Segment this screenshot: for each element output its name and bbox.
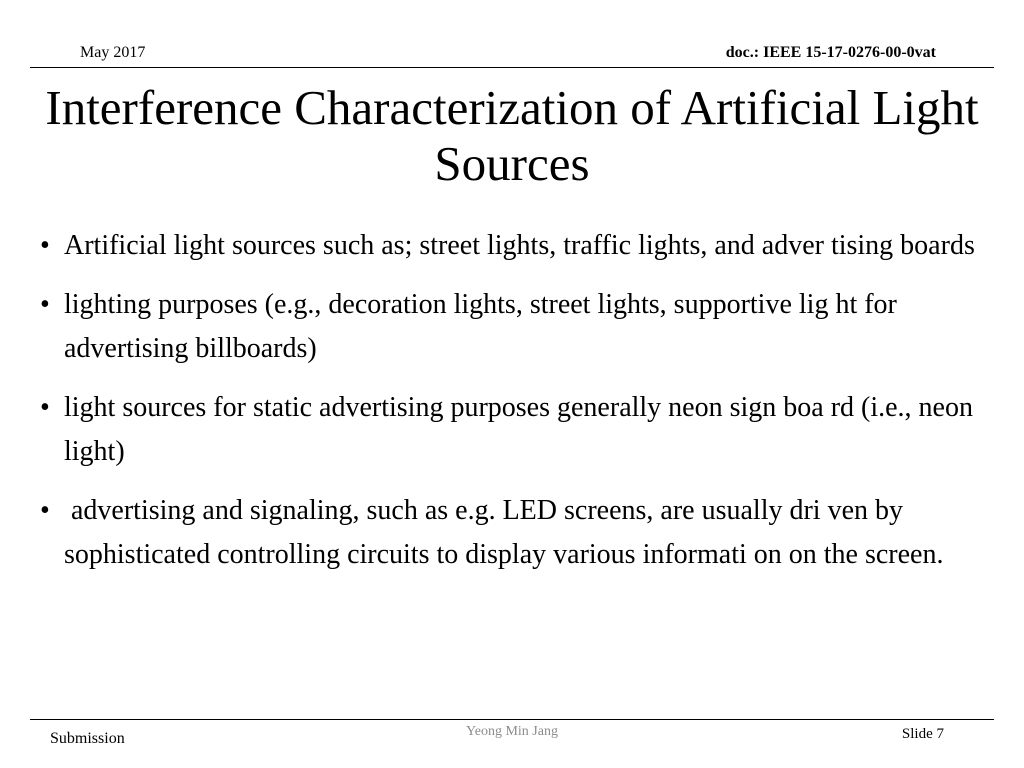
header-divider (30, 67, 994, 68)
header-date: May 2017 (80, 44, 146, 61)
footer-divider (30, 719, 994, 720)
footer-submission: Submission (50, 730, 125, 747)
document-id: doc.: IEEE 15-17-0276-00-0vat (725, 44, 936, 61)
bullet-text: light sources for static advertising purposes generally neon sign boa rd (i.e., neon light) (64, 392, 973, 467)
bullet-marker: • (40, 392, 50, 423)
bullet-item (40, 224, 1005, 268)
slide-number: Slide 7 (901, 726, 944, 742)
bullet-text: advertising and signaling, such as e.g. LED screens, are usually dri ven by sophisticated controlling circuits to display various informati on on the screen. (64, 495, 944, 570)
bullet-text: Artificial light sources such as; street lights, traffic lights, and adver tising boards (64, 230, 975, 261)
bullet-item (40, 489, 1005, 577)
bullet-marker: • (40, 289, 50, 320)
footer-author: Yeong Min Jang (466, 724, 558, 739)
bullet-marker: • (40, 230, 50, 261)
bullet-item (40, 386, 1005, 474)
bullet-list (40, 224, 1005, 592)
bullet-item (40, 283, 1005, 371)
bullet-marker: • (40, 495, 50, 526)
slide-title: Interference Characterization of Artificial Light Sources (45, 80, 979, 191)
bullet-text: lighting purposes (e.g., decoration lights, street lights, supportive lig ht for advertising billboards) (64, 289, 897, 364)
